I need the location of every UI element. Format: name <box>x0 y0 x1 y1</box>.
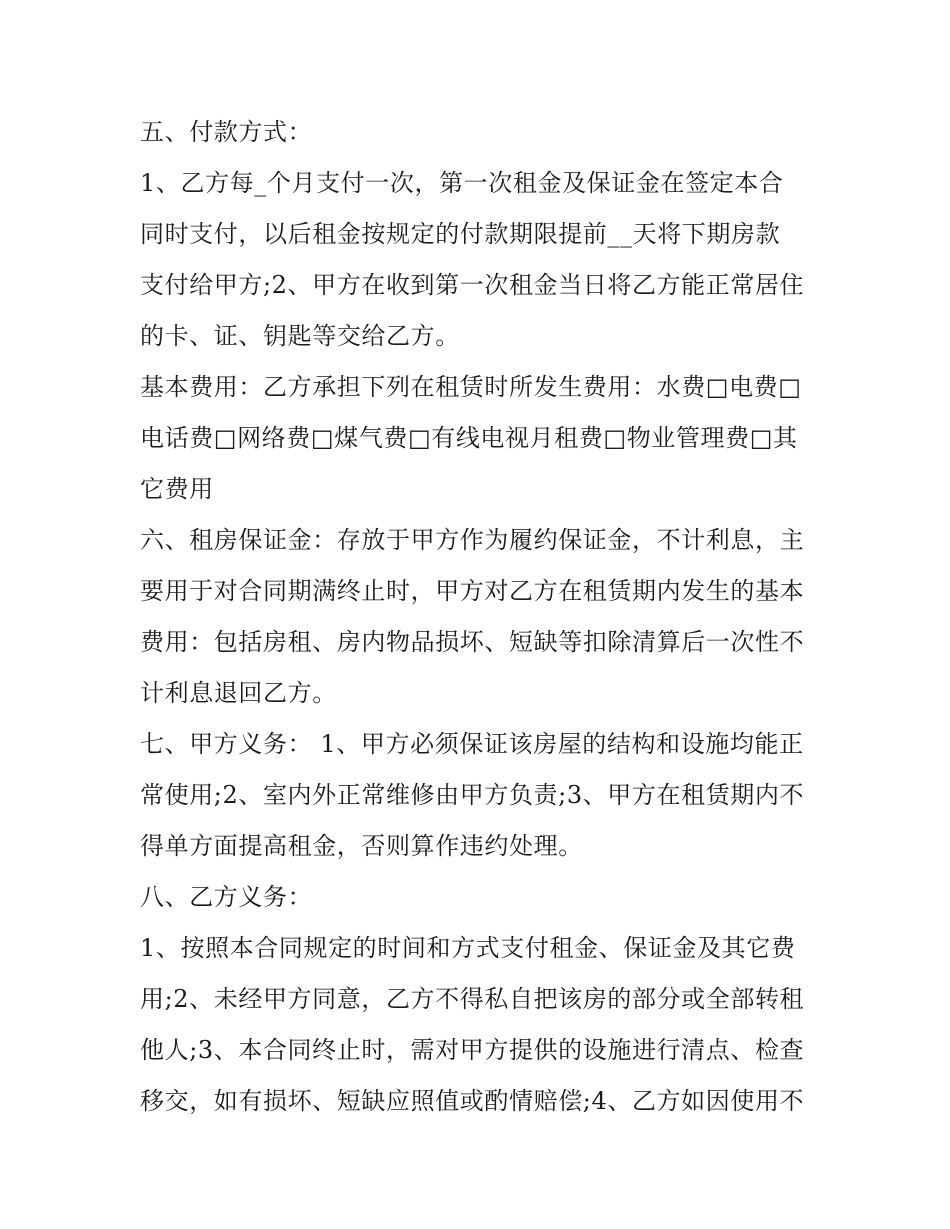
text-line: 计利息退回乙方。 <box>140 679 337 707</box>
text-line: 用;2、未经甲方同意，乙方不得私自把该房的部分或全部转租 <box>140 985 805 1013</box>
text-line: 电话费□网络费□煤气费□有线电视月租费□物业管理费□其 <box>140 424 798 452</box>
section-heading-payment: 五、付款方式： <box>140 118 313 146</box>
text-line: 同时支付，以后租金按规定的付款期限提前__天将下期房款 <box>140 220 781 248</box>
text-line: 1、乙方每_个月支付一次，第一次租金及保证金在签定本合 <box>140 169 784 197</box>
text-line: 得单方面提高租金，否则算作违约处理。 <box>140 832 583 860</box>
text-line: 常使用;2、室内外正常维修由甲方负责;3、甲方在租赁期内不 <box>140 781 805 809</box>
section-heading-deposit: 六、租房保证金：存放于甲方作为履约保证金，不计利息，主 <box>140 526 805 554</box>
text-line: 他人;3、本合同终止时，需对甲方提供的设施进行清点、检查 <box>140 1036 805 1064</box>
text-line: 它费用 <box>140 475 214 503</box>
section-heading-party-a-duties: 七、甲方义务： 1、甲方必须保证该房屋的结构和设施均能正 <box>140 730 804 758</box>
text-line: 移交，如有损坏、短缺应照值或酌情赔偿;4、乙方如因使用不 <box>140 1087 805 1115</box>
text-line: 费用：包括房租、房内物品损坏、短缺等扣除清算后一次性不 <box>140 628 805 656</box>
text-line: 支付给甲方;2、甲方在收到第一次租金当日将乙方能正常居住 <box>140 271 805 299</box>
text-line: 要用于对合同期满终止时，甲方对乙方在租赁期内发生的基本 <box>140 577 805 605</box>
text-line: 的卡、证、钥匙等交给乙方。 <box>140 322 460 350</box>
text-line: 基本费用：乙方承担下列在租赁时所发生费用：水费□电费□ <box>140 373 802 401</box>
section-heading-party-b-duties: 八、乙方义务： <box>140 883 313 911</box>
text-line: 1、按照本合同规定的时间和方式支付租金、保证金及其它费 <box>140 934 796 962</box>
document-body <box>140 107 820 1127</box>
